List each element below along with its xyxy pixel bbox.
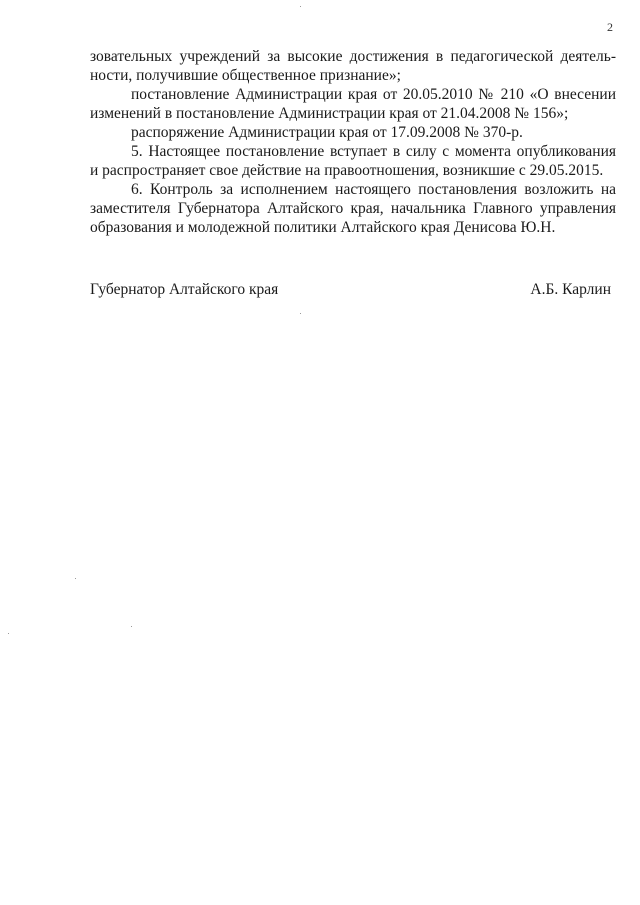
- scan-speck: [8, 633, 9, 634]
- text-line: 6. Контроль за исполнением настоящего постановления возложить на: [131, 181, 616, 198]
- text-line: распоряжение Администрации края от 17.09.2008 № 370-р.: [131, 124, 523, 141]
- signatory-position: Губернатор Алтайского края: [90, 281, 279, 298]
- paragraph-item-5: [90, 142, 616, 180]
- paragraph-continuation: [90, 47, 616, 85]
- paragraph-item-6: [90, 180, 616, 237]
- signature-block: [90, 280, 611, 299]
- text-line: зовательных учреждений за высокие достижения в педагогической деятель-: [90, 48, 616, 65]
- text-line: заместителя Губернатора Алтайского края, начальника Главного управления: [90, 200, 616, 217]
- text-line: и распространяет свое действие на правоотношения, возникшие с 29.05.2015.: [90, 162, 604, 179]
- document-body: [90, 47, 616, 237]
- text-line: постановление Администрации края от 20.05.2010 № 210 «О внесении: [131, 86, 616, 103]
- signatory-name: А.Б. Карлин: [530, 281, 611, 298]
- page-number: 2: [607, 20, 613, 34]
- text-line: образования и молодежной политики Алтайского края Денисова Ю.Н.: [90, 219, 556, 236]
- scan-speck: [131, 626, 132, 627]
- text-line: 5. Настоящее постановление вступает в силу с момента опубликования: [131, 143, 616, 160]
- paragraph-order-370: [90, 123, 616, 142]
- scan-speck: [300, 6, 301, 7]
- scan-speck: [75, 578, 76, 579]
- text-line: изменений в постановление Администрации края от 21.04.2008 № 156»;: [90, 105, 569, 122]
- text-line: ности, получившие общественное признание»;: [90, 67, 401, 84]
- paragraph-resolution-210: [90, 85, 616, 123]
- scan-speck: [300, 313, 301, 314]
